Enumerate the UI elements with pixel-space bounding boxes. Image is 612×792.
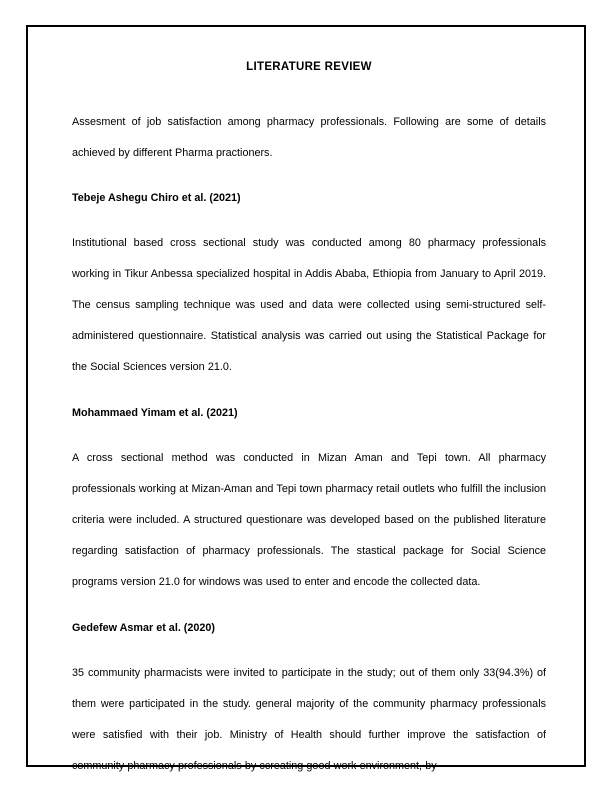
paragraph-gap-1: [72, 383, 546, 398]
section-heading-3: Gedefew Asmar et al. (2020): [72, 622, 216, 634]
intro-paragraph: Assesment of job satisfaction among pharmacy professionals. Following are some of details achieved by different Pharma practioners.: [72, 116, 546, 159]
section-paragraph-1: Institutional based cross sectional study was conducted among 80 pharmacy professionals working in Tikur Anbessa specialized hospital in Addis Ababa, Ethiopia from January to April 2019. The census sampling technique was used and data were collected using semi-structured self-administered questionnaire. Statistical analysis was carried out using the Statistical Package for the Social Sciences version 21.0.: [72, 237, 546, 373]
heading-gap-2: [72, 429, 546, 443]
heading-gap-1: [72, 214, 546, 228]
section-heading-2: Mohammaed Yimam et al. (2021): [72, 407, 238, 419]
section-heading-1: Tebeje Ashegu Chiro et al. (2021): [72, 192, 241, 204]
page-title: LITERATURE REVIEW: [246, 61, 372, 73]
heading-gap-3: [72, 644, 546, 658]
page-border-frame: [26, 25, 586, 772]
section-paragraph-2: A cross sectional method was conducted in Mizan Aman and Tepi town. All pharmacy professionals working at Mizan-Aman and Tepi town pharmacy retail outlets who fulfill the inclusion criteria were included. A structured questionare was developed based on the published literature regarding satisfaction of pharmacy professionals. The stastical package for Social Science programs version 21.0 for windows was used to enter and encode the collected data.: [72, 452, 546, 588]
title-spacer: [72, 77, 546, 107]
paragraph-gap-2: [72, 598, 546, 613]
paragraph-gap: [72, 169, 546, 183]
document-content: [72, 57, 546, 782]
section-paragraph-3: 35 community pharmacists were invited to participate in the study; out of them only 33(94.3%) of them were participated in the study. general majority of the community pharmacy professionals were satisfied with their job. Ministry of Health should further improve the satisfaction of community pharmacy professionals by ccreating good work environment, by: [72, 667, 546, 772]
